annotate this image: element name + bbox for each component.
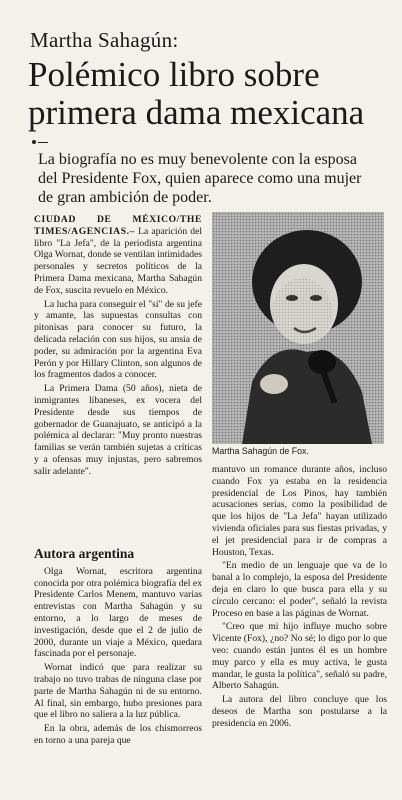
paragraph-6: En la obra, además de los chismorreos en torno a una pareja que <box>34 723 202 746</box>
paragraph-4: Olga Wornat, escritora argentina conocida por otra polémica biografía del ex Presidente Carlos Menem, mantuvo varias entrevistas con Martha Sahagún y su entorno, a lo largo de meses de investigación, desde que el 2 de julio de 2000, durante un viaje a México, quedara fascinada por el personaje. <box>34 565 202 660</box>
dateline: CIUDAD DE MÉXICO/THE TIMES/AGENCIAS.– <box>34 214 202 237</box>
portrait-photo <box>212 212 384 444</box>
paragraph-r3: "Creo que mi hijo influye mucho sobre Vicente (Fox), ¿no? No sé; lo digo por lo que veo: cuando están juntos él es un hombre muy parco y ella es muy activa, le gusta mandar, le gusta la política", señaló su padre, Alberto Sahagún. <box>212 621 387 692</box>
photo-caption: Martha Sahagún de Fox. <box>212 446 309 456</box>
portrait-image <box>212 212 384 444</box>
body-column-left-bottom <box>34 548 202 749</box>
article-kicker: Martha Sahagún: <box>30 28 179 52</box>
bullet-dot <box>32 140 36 144</box>
article-headline: Polémico libro sobre primera dama mexicana <box>28 55 365 132</box>
paragraph-1 <box>34 214 202 297</box>
paragraph-r1: mantuvo un romance durante años, incluso cuando Fox ya estaba en la residencia presidencial de Los Pinos, hay también acusaciones serias, como la posibilidad de que los hijos de "La Jefa" hayan utilizado vivienda oficiales para sus fiestas privadas, y el jet presidencial para ir de compras a Houston, Texas. <box>212 464 387 558</box>
paragraph-r4: La autora del libro concluye que los deseos de Martha son postularse a la presidencia en 2006. <box>212 694 387 729</box>
paragraph-1-text: La aparición del libro "La Jefa", de la periodista argentina Olga Wornat, donde se ventilan intimidades personales y secretos políticos de la Primera Dama mexicana, Martha Sahagún de Fox, suscita revuelo en México. <box>34 225 202 296</box>
body-column-right <box>212 464 387 732</box>
divider-rule <box>38 142 48 143</box>
section-subhead: Autora argentina <box>34 546 135 561</box>
paragraph-r2: "En medio de un lenguaje que va de lo banal a lo complejo, la esposa del Presidente deja en claro lo que busca para ella y su círculo cercano: el poder", señaló la revista Proceso en base a las páginas de Wornat. <box>212 560 387 619</box>
body-column-left-top <box>34 214 202 480</box>
paragraph-2: La lucha para conseguir el "sí" de su jefe y amante, las supuestas consultas con pitonisas para conocer su futuro, la delicada relación con sus hijos, su ansia de poder, su admiración por la argentina Eva Perón y por Hillary Clinton, son algunos de los fragmentos dados a conocer. <box>34 298 202 381</box>
paragraph-3: La Primera Dama (50 años), nieta de inmigrantes libaneses, ex vocera del Presidente desde sus tiempos de gobernador de Guanajuato, se anticipó a la polémica al declarar: "Muy pronto nuestras familias se verán también sujetas a críticas y a ofensas muy injustas, pero sabremos salir adelante". <box>34 383 202 477</box>
paragraph-5: Wornat indicó que para realizar su trabajo no tuvo trabas de ninguna clase por parte de Martha Sahagún ni de su entorno. Al final, sin embargo, hubo presiones para que el libro no saliera a la luz pública. <box>34 662 202 721</box>
article-deck: La biografía no es muy benevolente con la esposa del Presidente Fox, quien aparece como una mujer de gran ambición de poder. <box>38 151 362 206</box>
